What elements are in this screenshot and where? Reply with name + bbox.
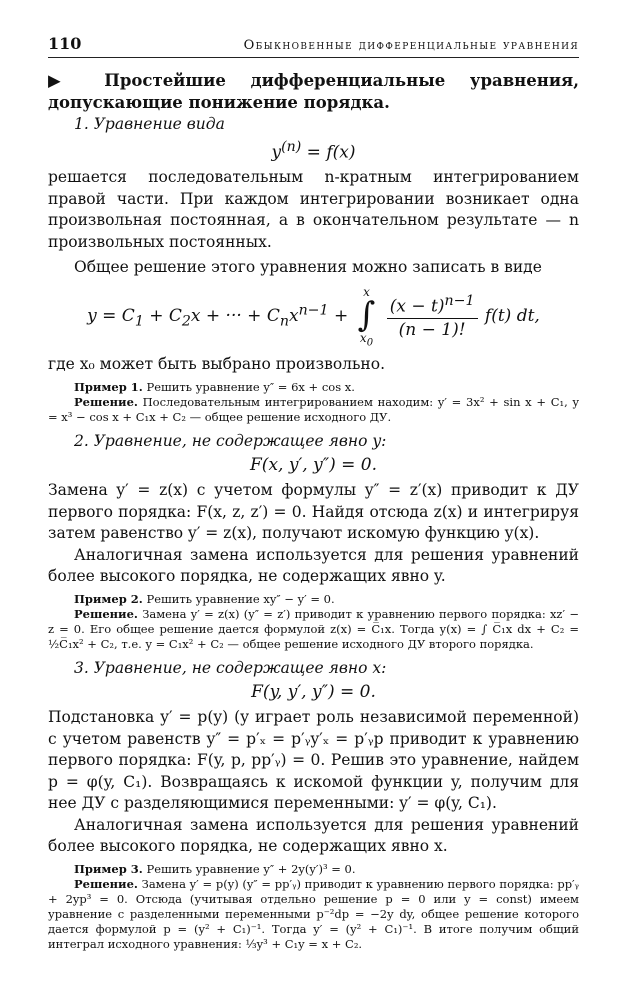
- item3-heading: 3. Уравнение, не содержащее явно x:: [74, 658, 387, 677]
- page-header: [48, 34, 579, 58]
- fraction: $\frac{(x - t)^{n-1}}{(n - 1)!}$: [387, 293, 478, 340]
- equation-item3: F(y, y′, y″) = 0.: [251, 682, 376, 703]
- page-number: 110: [48, 34, 82, 53]
- section-title: ▶ Простейшие дифференциальные уравнения, допускающие понижение порядка.: [48, 71, 579, 112]
- example3-solution-label: Решение.: [74, 876, 138, 891]
- example1-label: Пример 1.: [74, 379, 143, 394]
- item3-text2: Аналогичная замена используется для решения уравнений более высокого порядка, не содержащих явно x.: [48, 815, 579, 856]
- item1-general: Общее решение этого уравнения можно записать в виде: [74, 258, 542, 277]
- example3: [48, 862, 579, 877]
- example3-solution: [48, 877, 579, 952]
- example2-statement: Решить уравнение xy″ − y′ = 0.: [146, 591, 335, 606]
- example1-solution: [48, 395, 579, 425]
- example1-solution-label: Решение.: [74, 394, 138, 409]
- item1-text: решается последовательным n-кратным интегрированием правой части. При каждом интегрировании возникает одна произвольная постоянная, а в окончательном результате — n произвольных постоянных.: [48, 168, 579, 251]
- example1-statement: Решить уравнение y″ = 6x + cos x.: [146, 379, 355, 394]
- item2-heading: 2. Уравнение, не содержащее явно y:: [74, 431, 387, 450]
- general-solution-formula: $y = C_1 + C_2x$ + ··· + $C_nx^{n-1}$ + x ∫ $x_0$ $\frac{(x - t)^{n-1}}{(n - 1)!}$ f(t) dt,: [87, 284, 540, 349]
- item1-heading: 1. Уравнение вида: [74, 115, 225, 133]
- example3-statement: Решить уравнение y″ + 2y(y′)³ = 0.: [146, 861, 356, 876]
- example1: [48, 380, 579, 395]
- item1-where: где x₀ может быть выбрано произвольно.: [48, 355, 386, 374]
- item2-text2: Аналогичная замена используется для решения уравнений более высокого порядка, не содержащих явно y.: [48, 545, 579, 586]
- equation-item2: F(x, y′, y″) = 0.: [250, 455, 377, 476]
- example2-solution-label: Решение.: [74, 606, 138, 621]
- example2: [48, 592, 579, 607]
- item3-text: Подстановка y′ = p(y) (y играет роль независимой переменной) с учетом равенств y″ = p′ₓ = p′ᵧy′ₓ = p′ᵧp приводит к уравнению первого порядка: F(y, p, pp′ᵧ) = 0. Решив это уравнение, найдем p = φ(y, C₁). Возвращаясь к искомой функции y, получим для нее ДУ с разделяющимися переменными: y′ = φ(y, C₁).: [48, 708, 579, 813]
- example3-solution-text: Замена y′ = p(y) (y″ = pp′ᵧ) приводит к уравнению первого порядка: pp′ᵧ + 2yp³ = 0. Отсюда (учитывая отдельно решение p = 0 или y = const) имеем уравнение с разделенными переменными p⁻²dp = −2y dy, общее решение которого дается формулой p = (y² + C₁)⁻¹. Тогда y′ = (y² + C₁)⁻¹. В итоге получим общий интеграл исходного уравнения: ⅓y³ + C₁y = x + C₂.: [48, 876, 579, 951]
- example3-label: Пример 3.: [74, 861, 143, 876]
- example2-label: Пример 2.: [74, 591, 143, 606]
- example1-solution-text: Последовательным интегрированием находим: y′ = 3x² + sin x + C₁, y = x³ − cos x + C₁x + C₂ — общее решение исходного ДУ.: [48, 394, 580, 424]
- equation-item1: $y^{(n)} = f(x)$: [271, 138, 356, 163]
- integral-sign: x ∫ $x_0$: [357, 284, 376, 349]
- running-title: Обыкновенные дифференциальные уравнения: [243, 38, 579, 53]
- example2-solution: [48, 607, 579, 652]
- example2-solution-text: Замена y′ = z(x) (y″ = z′) приводит к уравнению первого порядка: xz′ − z = 0. Его общее решение дается формулой z(x) = C̅₁x. Тогда y(x) = ∫ C̅₁x dx + C₂ = ½C̅₁x² + C₂, т.е. y = C₁x² + C₂ — общее решение исходного ДУ второго порядка.: [48, 606, 579, 651]
- item2-text: Замена y′ = z(x) с учетом формулы y″ = z′(x) приводит к ДУ первого порядка: F(x, z, z′) = 0. Найдя отсюда z(x) и интегрируя затем равенство y′ = z(x), получают искомую функцию y(x).: [48, 481, 579, 543]
